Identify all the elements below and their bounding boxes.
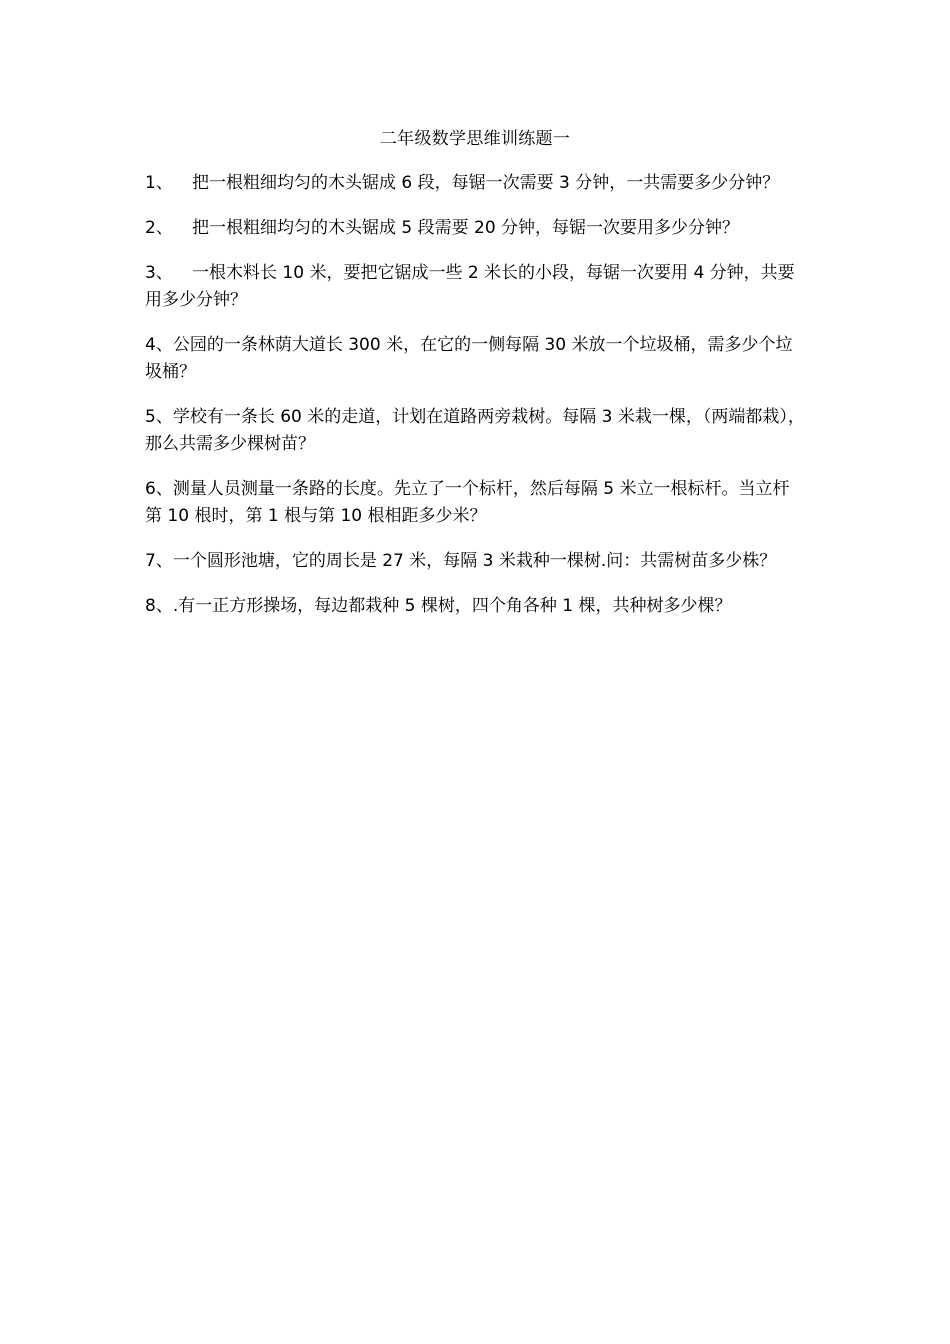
question-number: 2、 <box>145 218 173 238</box>
question-number: 3、 <box>145 263 173 283</box>
question-6 <box>145 476 805 530</box>
question-text: 把一根粗细均匀的木头锯成 5 段需要 20 分钟，每锯一次要用多少分钟？ <box>192 218 740 238</box>
question-text: 把一根粗细均匀的木头锯成 6 段，每锯一次需要 3 分钟，一共需要多少分钟？ <box>192 173 780 193</box>
question-text: .有一正方形操场，每边都栽种 5 棵树，四个角各种 1 棵，共种树多少棵？ <box>172 596 732 616</box>
question-text: 测量人员测量一条路的长度。先立了一个标杆，然后每隔 5 米立一根标杆。当立杆第 10 根时，第 1 根与第 10 根相距多少米？ <box>145 479 790 526</box>
question-7 <box>145 548 805 575</box>
question-text: 公园的一条林荫大道长 300 米，在它的一侧每隔 30 米放一个垃圾桶，需多少个垃圾桶？ <box>145 335 793 382</box>
question-number: 5、 <box>145 407 173 427</box>
question-text: 学校有一条长 60 米的走道，计划在道路两旁栽树。每隔 3 米栽一棵，（两端都栽），那么共需多少棵树苗？ <box>145 407 805 454</box>
page-title: 二年级数学思维训练题一 <box>379 129 571 149</box>
question-1 <box>145 170 805 197</box>
question-text: 一个圆形池塘，它的周长是 27 米，每隔 3 米栽种一棵树.问：共需树苗多少株？ <box>172 551 777 571</box>
question-number: 8、 <box>145 596 173 616</box>
question-number: 6、 <box>145 479 173 499</box>
question-list <box>145 170 805 620</box>
question-3 <box>145 260 805 314</box>
question-number: 4、 <box>145 335 173 355</box>
question-number: 7、 <box>145 551 173 571</box>
question-2 <box>145 215 805 242</box>
question-8 <box>145 593 805 620</box>
question-number: 1、 <box>145 173 173 193</box>
question-text: 一根木料长 10 米，要把它锯成一些 2 米长的小段，每锯一次要用 4 分钟，共要用多少分钟？ <box>145 263 795 310</box>
question-4 <box>145 332 805 386</box>
question-5 <box>145 404 805 458</box>
